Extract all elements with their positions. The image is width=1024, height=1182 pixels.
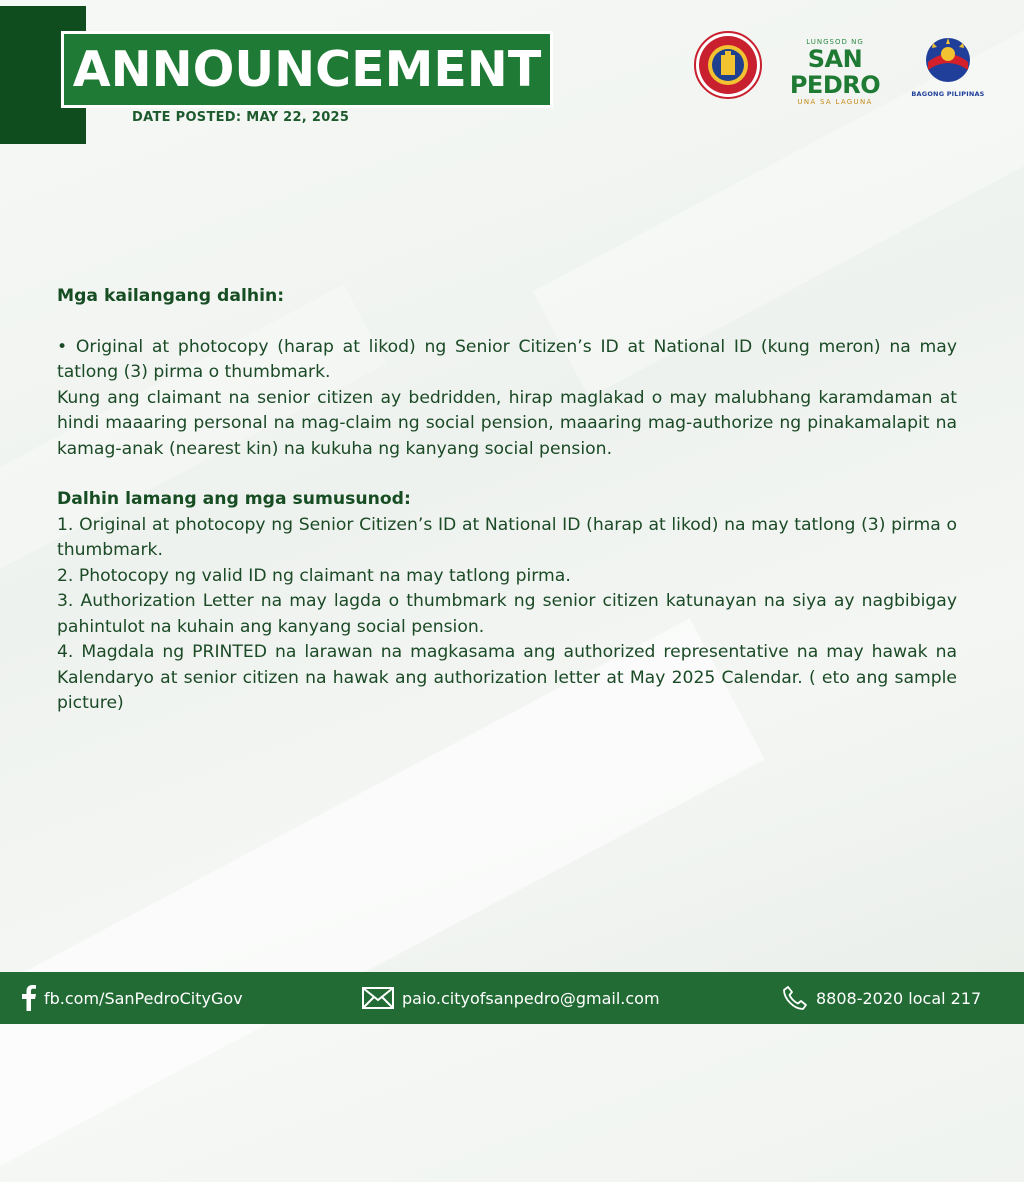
list-item: 4. Magdala ng PRINTED na larawan na magkasama ang authorized representative na may hawak na Kalendaryo at senior citizen na hawak ang authorization letter at May 2025 Calendar. ( eto ang sample picture)	[57, 642, 957, 713]
bagong-pilipinas-label: BAGONG PILIPINAS	[911, 90, 985, 98]
footer-bar	[0, 972, 1024, 1024]
list-item: 3. Authorization Letter na may lagda o thumbmark ng senior citizen katunayan na siya ay nagbibigay pahintulot na kuhain ang kanyang social pension.	[57, 591, 957, 637]
announcement-body	[57, 284, 957, 717]
page-title: ANNOUNCEMENT	[72, 41, 542, 98]
san-pedro-logo	[772, 36, 898, 106]
facebook-icon	[22, 985, 36, 1011]
phone-number[interactable]: 8808-2020 local 217	[816, 988, 982, 1008]
san-pedro-logo-tagline: UNA SA LAGUNA	[797, 98, 873, 106]
authorization-note: Kung ang claimant na senior citizen ay bedridden, hirap maglakad o may malubhang karamdaman at hindi maaaring personal na mag-claim ng social pension, maaaring mag-authorize ng pinakamalapit na kamag-anak (nearest kin) na kukuha ng kanyang social pension.	[57, 387, 957, 459]
email-link[interactable]: paio.cityofsanpedro@gmail.com	[402, 988, 660, 1008]
city-seal-logo	[694, 31, 762, 99]
facebook-link[interactable]: fb.com/SanPedroCityGov	[44, 988, 243, 1008]
section-heading: Dalhin lamang ang mga sumusunod:	[57, 489, 411, 509]
phone-icon	[782, 985, 808, 1011]
list-item: 2. Photocopy ng valid ID ng claimant na may tatlong pirma.	[57, 565, 571, 586]
footer-phone[interactable]	[782, 972, 981, 1024]
bagong-pilipinas-logo	[911, 36, 985, 96]
footer-facebook[interactable]	[22, 972, 243, 1024]
date-posted: DATE POSTED: MAY 22, 2025	[132, 110, 350, 125]
section-heading: Mga kailangang dalhin:	[57, 286, 285, 306]
san-pedro-logo-name: SAN PEDRO	[789, 45, 881, 99]
requirement-bullet: • Original at photocopy (harap at likod) ng Senior Citizen’s ID at National ID (kung meron) na may tatlong (3) pirma o thumbmark.	[57, 336, 957, 382]
envelope-icon	[362, 987, 394, 1009]
san-pedro-logo-small-text: LUNGSOD NG	[806, 38, 864, 46]
list-item: 1. Original at photocopy ng Senior Citizen’s ID at National ID (harap at likod) na may tatlong (3) pirma o thumbmark.	[57, 514, 957, 560]
footer-email[interactable]	[362, 972, 660, 1024]
title-banner	[61, 31, 553, 108]
